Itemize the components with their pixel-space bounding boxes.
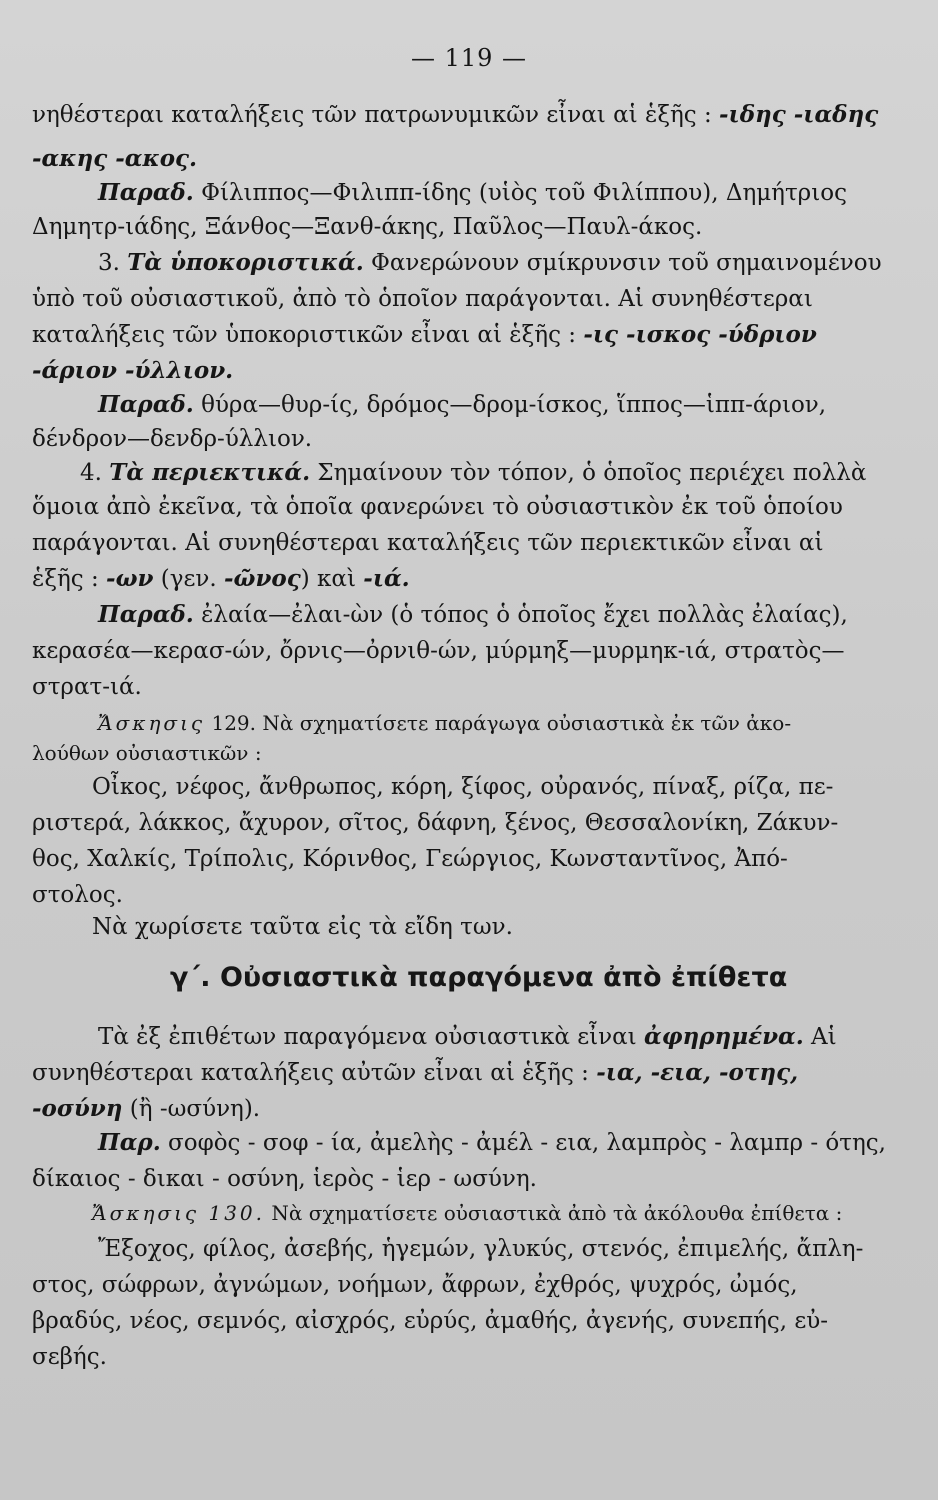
page-number: — 119 — — [410, 44, 528, 72]
text-line: Δημητρ-ιάδης, Ξάνθος—Ξανθ-άκης, Παῦλος—Παυλ-άκος. — [32, 214, 703, 240]
text-line: δίκαιος - δικαι - οσύνη, ἱερὸς - ἱερ - ωσύνη. — [32, 1166, 537, 1192]
text-line: νηθέστεραι καταλήξεις τῶν πατρωνυμικῶν εἶναι αἱ ἑξῆς : -ιδης -ιαδης — [32, 101, 879, 128]
text-line: καταλήξεις τῶν ὑποκοριστικῶν εἶναι αἱ ἑξῆς : -ις -ισκος -ύδριον — [32, 321, 817, 348]
text-line: δένδρον—δενδρ-ύλλιον. — [32, 426, 313, 452]
text-line: βραδύς, νέος, σεμνός, αἰσχρός, εὐρύς, ἀμαθής, ἀγενής, συνεπής, εὐ- — [32, 1308, 829, 1334]
text-line: συνηθέστεραι καταλήξεις αὐτῶν εἶναι αἱ ἑξῆς : -ια, -εια, -οτης, — [32, 1059, 799, 1086]
text-line: ὑπὸ τοῦ οὐσιαστικοῦ, ἀπὸ τὸ ὁποῖον παράγονται. Αἱ συνηθέστεραι — [32, 286, 813, 312]
text-line: ὅμοια ἀπὸ ἐκεῖνα, τὰ ὁποῖα φανερώνει τὸ οὐσιαστικὸν ἐκ τοῦ ὁποίου — [32, 494, 843, 520]
text-line: ριστερά, λάκκος, ἄχυρον, σῖτος, δάφνη, ξένος, Θεσσαλονίκη, Ζάκυν- — [32, 810, 839, 836]
text-line: 3. Τὰ ὑποκοριστικά. Φανερώνουν σμίκρυνσιν τοῦ σημαινομένου — [98, 249, 882, 276]
text-line: Παραδ. Φίλιππος—Φιλιππ-ίδης (υἱὸς τοῦ Φιλίππου), Δημήτριος — [98, 179, 847, 206]
text-line: ἑξῆς : -ων (γεν. -ῶνος) καὶ -ιά. — [32, 565, 410, 592]
text-line: κερασέα—κερασ-ών, ὄρνις—ὀρνιθ-ών, μύρμηξ—μυρμηκ-ιά, στρατὸς— — [32, 638, 845, 664]
text-line: 4. Τὰ περιεκτικά. Σημαίνουν τὸν τόπον, ὁ ὁποῖος περιέχει πολλὰ — [80, 459, 867, 486]
text-line: Παραδ. θύρα—θυρ-ίς, δρόμος—δρομ-ίσκος, ἵππος—ἱππ-άριον, — [98, 391, 827, 418]
text-line: Παραδ. ἐλαία—ἐλαι-ὼν (ὁ τόπος ὁ ὁποῖος ἔχει πολλὰς ἐλαίας), — [98, 601, 848, 628]
text-line: Ἔξοχος, φίλος, ἀσεβής, ἡγεμών, γλυκύς, στενός, ἐπιμελής, ἄπλη- — [98, 1236, 864, 1262]
text-line: -οσύνη (ἢ -ωσύνη). — [32, 1095, 261, 1122]
text-line: στος, σώφρων, ἀγνώμων, νοήμων, ἄφρων, ἐχθρός, ψυχρός, ὠμός, — [32, 1272, 798, 1298]
exercise-header: Ἄσκησις 130. Νὰ σχηματίσετε οὐσιαστικὰ ἀπὸ τὰ ἀκόλουθα ἐπίθετα : — [92, 1201, 843, 1225]
text-line: -ακης -ακος. — [32, 145, 198, 172]
text-line: λούθων οὐσιαστικῶν : — [32, 741, 262, 765]
text-line: Νὰ χωρίσετε ταῦτα εἰς τὰ εἴδη των. — [92, 914, 513, 940]
text-line: στρατ-ιά. — [32, 674, 142, 700]
text-line: θος, Χαλκίς, Τρίπολις, Κόρινθος, Γεώργιος, Κωνσταντῖνος, Ἀπό- — [32, 846, 788, 872]
text-line: σεβής. — [32, 1344, 107, 1370]
exercise-header: Ἄσκησις 129. Νὰ σχηματίσετε παράγωγα οὐσιαστικὰ ἐκ τῶν ἀκο- — [98, 711, 792, 735]
text-line: Οἶκος, νέφος, ἄνθρωπος, κόρη, ξίφος, οὐρανός, πίναξ, ρίζα, πε- — [92, 774, 834, 800]
section-heading: γ΄. Οὐσιαστικὰ παραγόμενα ἀπὸ ἐπίθετα — [170, 962, 788, 993]
text-line: παράγονται. Αἱ συνηθέστεραι καταλήξεις τῶν περιεκτικῶν εἶναι αἱ — [32, 530, 824, 556]
text-line: Τὰ ἐξ ἐπιθέτων παραγόμενα οὐσιαστικὰ εἶναι ἀφηρημένα. Αἱ — [98, 1023, 837, 1050]
text-line: στολος. — [32, 882, 123, 908]
text-line: -άριον -ύλλιον. — [32, 357, 234, 384]
text-line: Παρ. σοφὸς - σοφ - ία, ἀμελὴς - ἀμέλ - εια, λαμπρὸς - λαμπρ - ότης, — [98, 1129, 886, 1156]
